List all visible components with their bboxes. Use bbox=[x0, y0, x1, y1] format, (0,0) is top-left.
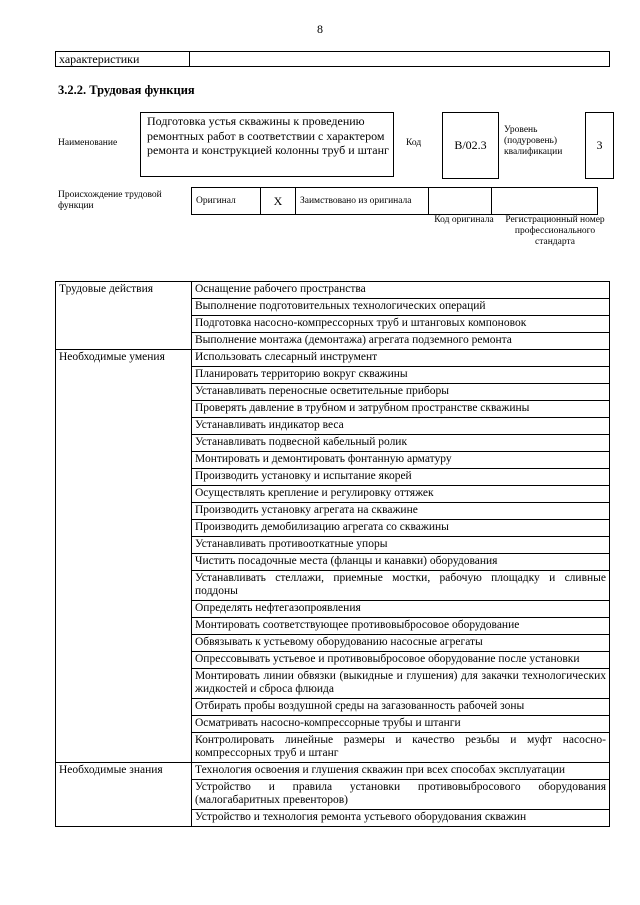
code-label: Код bbox=[406, 138, 422, 148]
origin-label: Происхождение трудовой функции bbox=[58, 190, 162, 211]
list-item: Производить установку и испытание якорей bbox=[192, 469, 610, 486]
original-code-cell bbox=[429, 188, 492, 215]
list-item: Опрессовывать устьевое и противовыбросовое оборудование после установки bbox=[192, 652, 610, 669]
table-row bbox=[56, 350, 610, 367]
list-item: Монтировать линии обвязки (выкидные и глушения) для закачки технологических жидкостей и сброса флюида bbox=[192, 669, 610, 699]
list-item: Обвязывать к устьевому оборудованию насосные агрегаты bbox=[192, 635, 610, 652]
list-item: Осуществлять крепление и регулировку оттяжек bbox=[192, 486, 610, 503]
list-item: Устанавливать индикатор веса bbox=[192, 418, 610, 435]
original-mark: X bbox=[261, 188, 296, 215]
list-item: Устанавливать противооткатные упоры bbox=[192, 537, 610, 554]
list-item: Производить демобилизацию агрегата со скважины bbox=[192, 520, 610, 537]
main-table bbox=[55, 281, 610, 827]
name-label: Наименование bbox=[58, 138, 118, 148]
list-item: Проверять давление в трубном и затрубном пространстве скважины bbox=[192, 401, 610, 418]
list-item: Устройство и правила установки противовыбросового оборудования (малогабаритных превенторов) bbox=[192, 780, 610, 810]
list-item: Оснащение рабочего пространства bbox=[192, 282, 610, 299]
function-name-box: Подготовка устья скважины к проведению ремонтных работ в соответствии с характером ремонта и конструкцией колонны труб и штанг bbox=[140, 112, 394, 177]
list-item: Устанавливать подвесной кабельный ролик bbox=[192, 435, 610, 452]
list-item: Контролировать линейные размеры и качество резьбы и муфт насосно-компрессорных труб и штанг bbox=[192, 733, 610, 763]
registration-number-cell bbox=[492, 188, 598, 215]
level-box bbox=[585, 112, 614, 179]
characteristics-label: характеристики bbox=[56, 52, 190, 67]
list-item: Монтировать соответствующее противовыбросовое оборудование bbox=[192, 618, 610, 635]
registration-number-caption: Регистрационный номер профессионального стандарта bbox=[505, 215, 605, 247]
table-row bbox=[56, 763, 610, 780]
list-item: Определять нефтегазопроявления bbox=[192, 601, 610, 618]
section-title: 3.2.2. Трудовая функция bbox=[58, 83, 195, 97]
list-item: Подготовка насосно-компрессорных труб и штанговых компоновок bbox=[192, 316, 610, 333]
list-item: Выполнение подготовительных технологических операций bbox=[192, 299, 610, 316]
characteristics-value bbox=[190, 52, 610, 67]
original-label: Оригинал bbox=[192, 188, 261, 215]
section-category-label: Необходимые знания bbox=[56, 763, 192, 827]
list-item: Устанавливать переносные осветительные приборы bbox=[192, 384, 610, 401]
list-item: Чистить посадочные места (фланцы и канавки) оборудования bbox=[192, 554, 610, 571]
list-item: Осматривать насосно-компрессорные трубы и штанги bbox=[192, 716, 610, 733]
level-value: 3 bbox=[596, 138, 603, 152]
section-category-label: Трудовые действия bbox=[56, 282, 192, 350]
list-item: Технология освоения и глушения скважин при всех способах эксплуатации bbox=[192, 763, 610, 780]
list-item: Выполнение монтажа (демонтажа) агрегата подземного ремонта bbox=[192, 333, 610, 350]
list-item: Производить установку агрегата на скважине bbox=[192, 503, 610, 520]
list-item: Планировать территорию вокруг скважины bbox=[192, 367, 610, 384]
characteristics-row-table bbox=[55, 51, 610, 67]
list-item: Отбирать пробы воздушной среды на загазованность рабочей зоны bbox=[192, 699, 610, 716]
function-code-value: B/02.3 bbox=[454, 138, 487, 152]
page-number: 8 bbox=[317, 22, 323, 36]
function-code-box bbox=[442, 112, 499, 179]
list-item: Устанавливать стеллажи, приемные мостки, рабочую площадку и сливные поддоны bbox=[192, 571, 610, 601]
list-item: Использовать слесарный инструмент bbox=[192, 350, 610, 367]
original-code-caption: Код оригинала bbox=[434, 215, 494, 225]
main-table-body bbox=[56, 282, 610, 827]
section-category-label: Необходимые умения bbox=[56, 350, 192, 763]
list-item: Устройство и технология ремонта устьевого оборудования скважин bbox=[192, 810, 610, 827]
borrowed-label: Заимствовано из оригинала bbox=[296, 188, 429, 215]
list-item: Монтировать и демонтировать фонтанную арматуру bbox=[192, 452, 610, 469]
level-label: Уровень (подуровень) квалификации bbox=[504, 125, 563, 157]
table-row bbox=[56, 282, 610, 299]
origin-table bbox=[191, 187, 598, 215]
